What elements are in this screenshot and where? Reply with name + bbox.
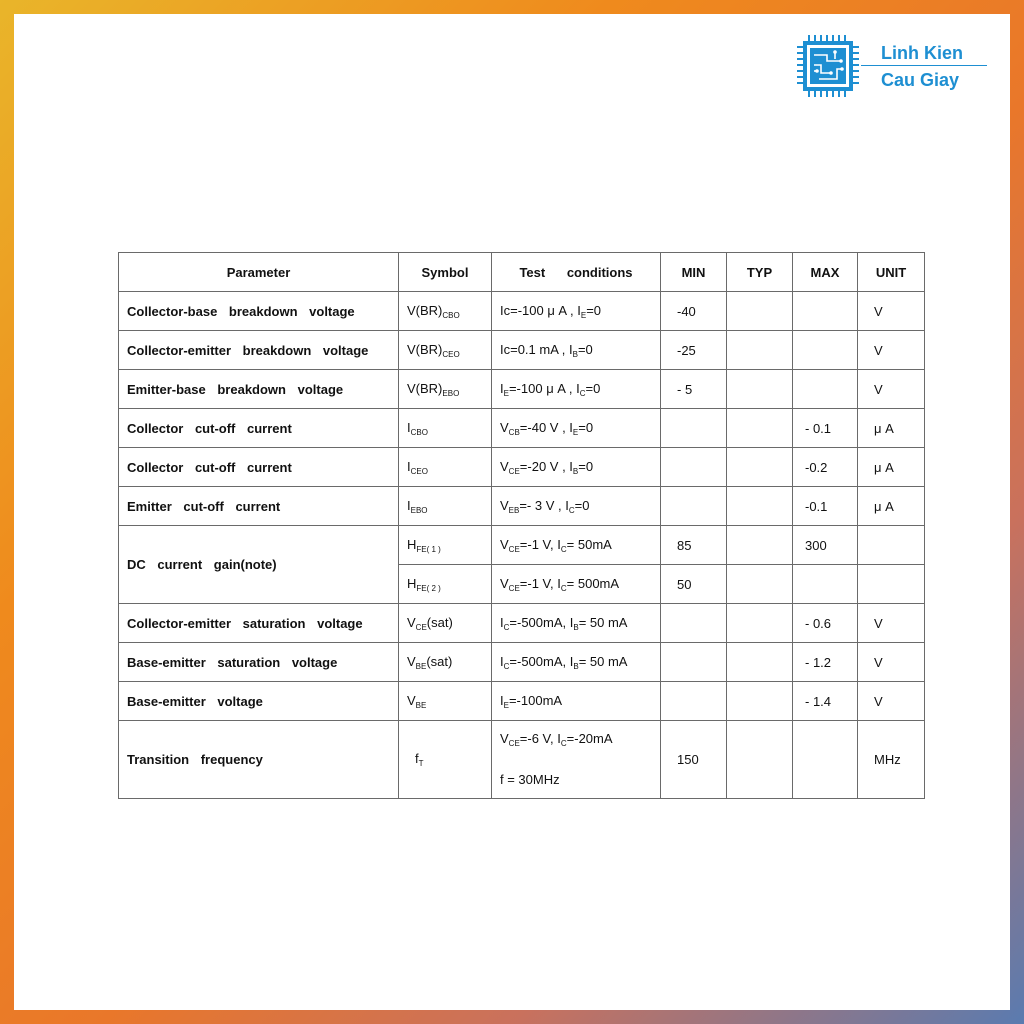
conditions-cell [492, 682, 661, 721]
typ-cell [727, 487, 793, 526]
table-row [119, 370, 925, 409]
spec-table [118, 252, 925, 799]
unit-cell: V [858, 604, 925, 643]
symbol-main: V [407, 614, 416, 630]
condition-text: Ic=0.1 mA , I [500, 341, 573, 357]
condition-text: V [500, 536, 509, 552]
table-row [119, 487, 925, 526]
symbol-subscript: BE [415, 661, 427, 671]
symbol-cell [399, 331, 492, 370]
condition-text: =-6 V, I [519, 731, 561, 746]
symbol-main: H [407, 575, 417, 591]
condition-subscript: B [573, 661, 579, 671]
condition-subscript: EB [508, 505, 520, 515]
unit-cell: MHz [858, 721, 925, 799]
table-row [119, 643, 925, 682]
condition-subscript: E [503, 700, 509, 710]
condition-subscript: C [579, 388, 586, 398]
unit-cell: V [858, 331, 925, 370]
condition-text: =-500mA, I [509, 653, 574, 669]
condition-text: =- 3 V , I [519, 497, 569, 513]
condition-text: = 50 mA [578, 614, 628, 630]
header-conditions: Test conditions [492, 253, 661, 292]
condition-text: =-100mA [508, 692, 563, 708]
condition-text: =-1 V, I [519, 575, 561, 591]
parameter-cell: DC current gain(note) [119, 526, 399, 604]
condition-subscript: CE [508, 739, 520, 748]
condition-text: =-100 μ A , I [508, 380, 580, 396]
brand-line-1: Linh Kien [881, 43, 963, 63]
symbol-subscript: CEO [442, 349, 460, 359]
max-cell: 300 [793, 526, 858, 565]
parameter-cell: Emitter-base breakdown voltage [119, 370, 399, 409]
parameter-cell: Emitter cut-off current [119, 487, 399, 526]
condition-text: =-500mA, I [509, 614, 574, 630]
unit-cell: V [858, 370, 925, 409]
symbol-subscript: EBO [442, 388, 460, 398]
typ-cell [727, 448, 793, 487]
symbol-main: V [407, 692, 416, 708]
conditions-cell [492, 292, 661, 331]
unit-cell [858, 526, 925, 565]
table-row [119, 721, 925, 799]
symbol-main: V(BR) [407, 302, 443, 318]
condition-text: =0 [578, 419, 594, 435]
symbol-main: V(BR) [407, 380, 443, 396]
condition-subscript: E [572, 427, 579, 437]
typ-cell [727, 370, 793, 409]
parameter-cell: Collector-base breakdown voltage [119, 292, 399, 331]
typ-cell [727, 682, 793, 721]
symbol-main: V [407, 653, 416, 669]
symbol-subscript: CBO [442, 310, 460, 320]
condition-text: =0 [585, 380, 601, 396]
unit-cell: V [858, 643, 925, 682]
symbol-subscript: FE( 2 ) [416, 583, 441, 593]
symbol-main: I [407, 419, 411, 435]
conditions-cell [492, 370, 661, 409]
conditions-cell [492, 643, 661, 682]
condition-subscript: E [580, 310, 587, 320]
min-cell [661, 487, 727, 526]
condition-subscript: C [503, 622, 510, 632]
condition-subscript: C [560, 583, 567, 593]
typ-cell [727, 331, 793, 370]
condition-text: =-40 V , I [519, 419, 573, 435]
condition-subscript: B [573, 622, 579, 632]
symbol-suffix: (sat) [426, 614, 453, 630]
condition-subscript: C [568, 505, 575, 515]
conditions-cell [492, 331, 661, 370]
typ-cell [727, 409, 793, 448]
table-row [119, 409, 925, 448]
symbol-subscript: EBO [410, 505, 428, 515]
min-cell [661, 643, 727, 682]
unit-cell: μ A [858, 487, 925, 526]
condition-subscript: CE [508, 544, 520, 554]
condition-text: =0 [577, 341, 593, 357]
symbol-cell [399, 565, 492, 604]
max-cell [793, 721, 858, 799]
symbol-cell [399, 409, 492, 448]
max-cell [793, 292, 858, 331]
condition-text: = 50 mA [578, 653, 628, 669]
conditions-cell [492, 565, 661, 604]
symbol-cell [399, 643, 492, 682]
symbol-main: H [407, 536, 417, 552]
symbol-cell [399, 448, 492, 487]
max-cell [793, 565, 858, 604]
conditions-cell [492, 526, 661, 565]
typ-cell [727, 526, 793, 565]
max-cell: - 0.1 [793, 409, 858, 448]
header-unit: UNIT [858, 253, 925, 292]
spec-table-body [119, 292, 925, 799]
parameter-cell: Base-emitter voltage [119, 682, 399, 721]
condition-text: I [500, 614, 504, 630]
condition-text: =0 [578, 458, 594, 474]
max-cell: -0.1 [793, 487, 858, 526]
symbol-suffix: (sat) [426, 653, 453, 669]
symbol-cell [399, 292, 492, 331]
brand-name [881, 40, 991, 93]
table-row [119, 448, 925, 487]
table-row [119, 331, 925, 370]
header-parameter: Parameter [119, 253, 399, 292]
symbol-main: f [415, 751, 419, 766]
parameter-cell: Collector-emitter saturation voltage [119, 604, 399, 643]
condition-text: V [500, 458, 509, 474]
max-cell: - 1.2 [793, 643, 858, 682]
symbol-main: I [407, 497, 411, 513]
parameter-cell: Base-emitter saturation voltage [119, 643, 399, 682]
symbol-cell [399, 682, 492, 721]
typ-cell [727, 292, 793, 331]
min-cell [661, 448, 727, 487]
symbol-subscript: BE [415, 700, 427, 710]
max-cell [793, 370, 858, 409]
condition-subscript: CB [508, 427, 520, 437]
unit-cell [858, 565, 925, 604]
parameter-cell: Transition frequency [119, 721, 399, 799]
unit-cell: V [858, 682, 925, 721]
condition-text: =0 [574, 497, 590, 513]
condition-subscript: CE [508, 466, 520, 476]
symbol-cell [399, 526, 492, 565]
condition-text: V [500, 575, 509, 591]
symbol-subscript: CEO [410, 466, 428, 476]
min-cell: 150 [661, 721, 727, 799]
condition-text: V [500, 419, 509, 435]
typ-cell [727, 721, 793, 799]
max-cell: - 0.6 [793, 604, 858, 643]
symbol-subscript: CBO [410, 427, 428, 437]
conditions-cell [492, 448, 661, 487]
condition-line-1 [500, 721, 652, 762]
brand-logo [797, 35, 992, 97]
condition-text: V [500, 497, 509, 513]
min-cell [661, 682, 727, 721]
brand-line-2: Cau Giay [881, 70, 960, 90]
typ-cell [727, 604, 793, 643]
symbol-subscript: CE [415, 622, 427, 632]
min-cell: 85 [661, 526, 727, 565]
header-max: MAX [793, 253, 858, 292]
condition-text: = 50mA [566, 536, 612, 552]
symbol-subscript: FE( 1 ) [416, 544, 441, 554]
min-cell: -40 [661, 292, 727, 331]
symbol-subscript: T [418, 759, 424, 768]
header-min: MIN [661, 253, 727, 292]
condition-subscript: B [572, 466, 579, 476]
max-cell [793, 331, 858, 370]
unit-cell: μ A [858, 409, 925, 448]
symbol-cell [399, 721, 492, 799]
conditions-cell [492, 604, 661, 643]
condition-text: Ic=-100 μ A , I [500, 302, 581, 318]
condition-text: I [500, 653, 504, 669]
min-cell [661, 604, 727, 643]
parameter-cell: Collector cut-off current [119, 448, 399, 487]
table-row [119, 292, 925, 331]
table-row [119, 526, 925, 565]
conditions-cell [492, 487, 661, 526]
condition-text: =-1 V, I [519, 536, 561, 552]
typ-cell [727, 565, 793, 604]
condition-subscript: C [560, 544, 567, 554]
conditions-cell [492, 409, 661, 448]
max-cell: - 1.4 [793, 682, 858, 721]
symbol-cell [399, 370, 492, 409]
symbol-main: I [407, 458, 411, 474]
chip-logo-icon [797, 35, 859, 97]
condition-text: =-20 V , I [519, 458, 573, 474]
conditions-cell [492, 721, 661, 799]
table-row [119, 682, 925, 721]
condition-text: I [500, 692, 504, 708]
condition-subscript: C [560, 739, 567, 748]
condition-line-2: f = 30MHz [500, 772, 560, 787]
condition-text: V [500, 731, 509, 746]
symbol-cell [399, 604, 492, 643]
symbol-main: V(BR) [407, 341, 443, 357]
table-row [119, 604, 925, 643]
condition-text: = 500mA [566, 575, 620, 591]
condition-subscript: CE [508, 583, 520, 593]
condition-subscript: B [572, 349, 578, 359]
condition-text: =0 [586, 302, 602, 318]
symbol-cell [399, 487, 492, 526]
parameter-cell: Collector cut-off current [119, 409, 399, 448]
typ-cell [727, 643, 793, 682]
parameter-cell: Collector-emitter breakdown voltage [119, 331, 399, 370]
max-cell: -0.2 [793, 448, 858, 487]
min-cell: -25 [661, 331, 727, 370]
min-cell: - 5 [661, 370, 727, 409]
condition-subscript: C [503, 661, 510, 671]
unit-cell: μ A [858, 448, 925, 487]
min-cell: 50 [661, 565, 727, 604]
unit-cell: V [858, 292, 925, 331]
min-cell [661, 409, 727, 448]
header-typ: TYP [727, 253, 793, 292]
condition-text: =-20mA [566, 731, 613, 746]
header-row [119, 253, 925, 292]
header-symbol: Symbol [399, 253, 492, 292]
condition-text: I [500, 380, 504, 396]
condition-subscript: E [503, 388, 509, 398]
